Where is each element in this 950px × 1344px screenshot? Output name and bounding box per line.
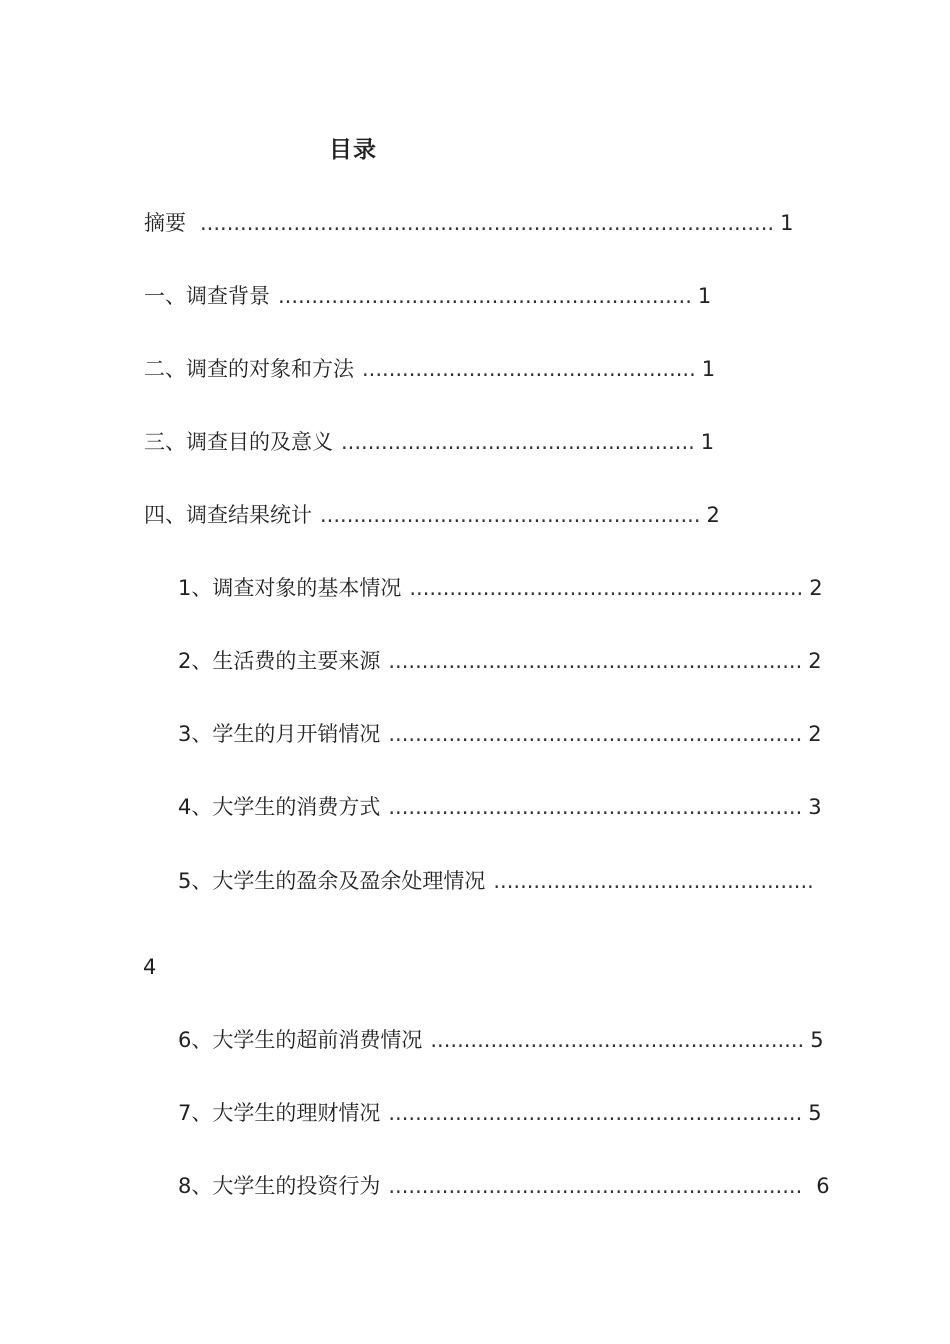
toc-entry-label: 8、大学生的投资行为 [178,1174,381,1198]
toc-page-number: 6 [816,1174,830,1198]
toc-dot-leader: .............................................................. [388,1174,803,1198]
toc-page-number: 1 [697,284,712,308]
toc-entry-label: 一、调查背景 [144,284,270,308]
toc-entry-label: 1、调查对象的基本情况 [178,576,402,600]
toc-dot-leader: ................................................ [493,869,814,893]
toc-entry-label: 2、生活费的主要来源 [178,649,381,673]
toc-entry-abstract[interactable] [144,208,793,238]
toc-page-number: 5 [810,1028,824,1052]
toc-entry-subsection-3[interactable] [178,719,822,749]
toc-title: 目录 [329,137,377,163]
toc-entry-section-3[interactable] [144,427,714,457]
toc-dot-leader: .................................................. [362,357,696,381]
toc-dot-leader: .............................................................. [388,649,803,673]
toc-page-number: 4 [143,955,157,979]
toc-entry-subsection-4[interactable] [178,792,822,822]
toc-entry-section-4[interactable] [144,500,720,530]
toc-entry-label: 摘要 [144,211,186,235]
toc-dot-leader: ..................................................... [341,430,695,454]
toc-page-number: 2 [808,649,822,673]
toc-page-number: 2 [809,576,823,600]
toc-entry-label: 7、大学生的理财情况 [178,1101,381,1125]
toc-dot-leader: .............................................................. [388,722,803,746]
toc-dot-leader: .............................................................. [388,795,803,819]
toc-entry-label: 5、大学生的盈余及盈余处理情况 [178,869,486,893]
toc-page-number: 3 [808,795,822,819]
toc-entry-label: 3、学生的月开销情况 [178,722,381,746]
toc-page-number: 2 [808,722,822,746]
toc-dot-leader: .............................................................. [388,1101,803,1125]
toc-page-number: 1 [701,357,716,381]
toc-entry-subsection-5[interactable] [178,866,820,896]
toc-entry-subsection-1[interactable] [178,573,823,603]
toc-dot-leader: .............................................................. [278,284,692,308]
toc-dot-leader: ........................................................ [430,1028,805,1052]
toc-page-number: 2 [706,503,720,527]
toc-page-number: 5 [808,1101,822,1125]
toc-entry-subsection-7[interactable] [178,1098,822,1128]
toc-dot-leader: ...................................................................................... [200,211,775,235]
toc-entry-section-2[interactable] [144,354,715,384]
toc-entry-label: 四、调查结果统计 [144,503,312,527]
toc-page-number: 1 [700,430,715,454]
toc-entry-subsection-5-page-wrap [143,952,156,982]
toc-entry-label: 三、调查目的及意义 [144,430,333,454]
toc-entry-subsection-6[interactable] [178,1025,824,1055]
toc-entry-section-1[interactable] [144,281,711,311]
toc-entry-subsection-8[interactable] [178,1171,830,1201]
toc-entry-subsection-2[interactable] [178,646,822,676]
toc-entry-label: 二、调查的对象和方法 [144,357,354,381]
toc-dot-leader: ......................................................... [320,503,701,527]
toc-entry-label: 4、大学生的消费方式 [178,795,381,819]
toc-page-number: 1 [780,211,794,235]
toc-entry-label: 6、大学生的超前消费情况 [178,1028,423,1052]
toc-dot-leader: ........................................................... [409,576,804,600]
